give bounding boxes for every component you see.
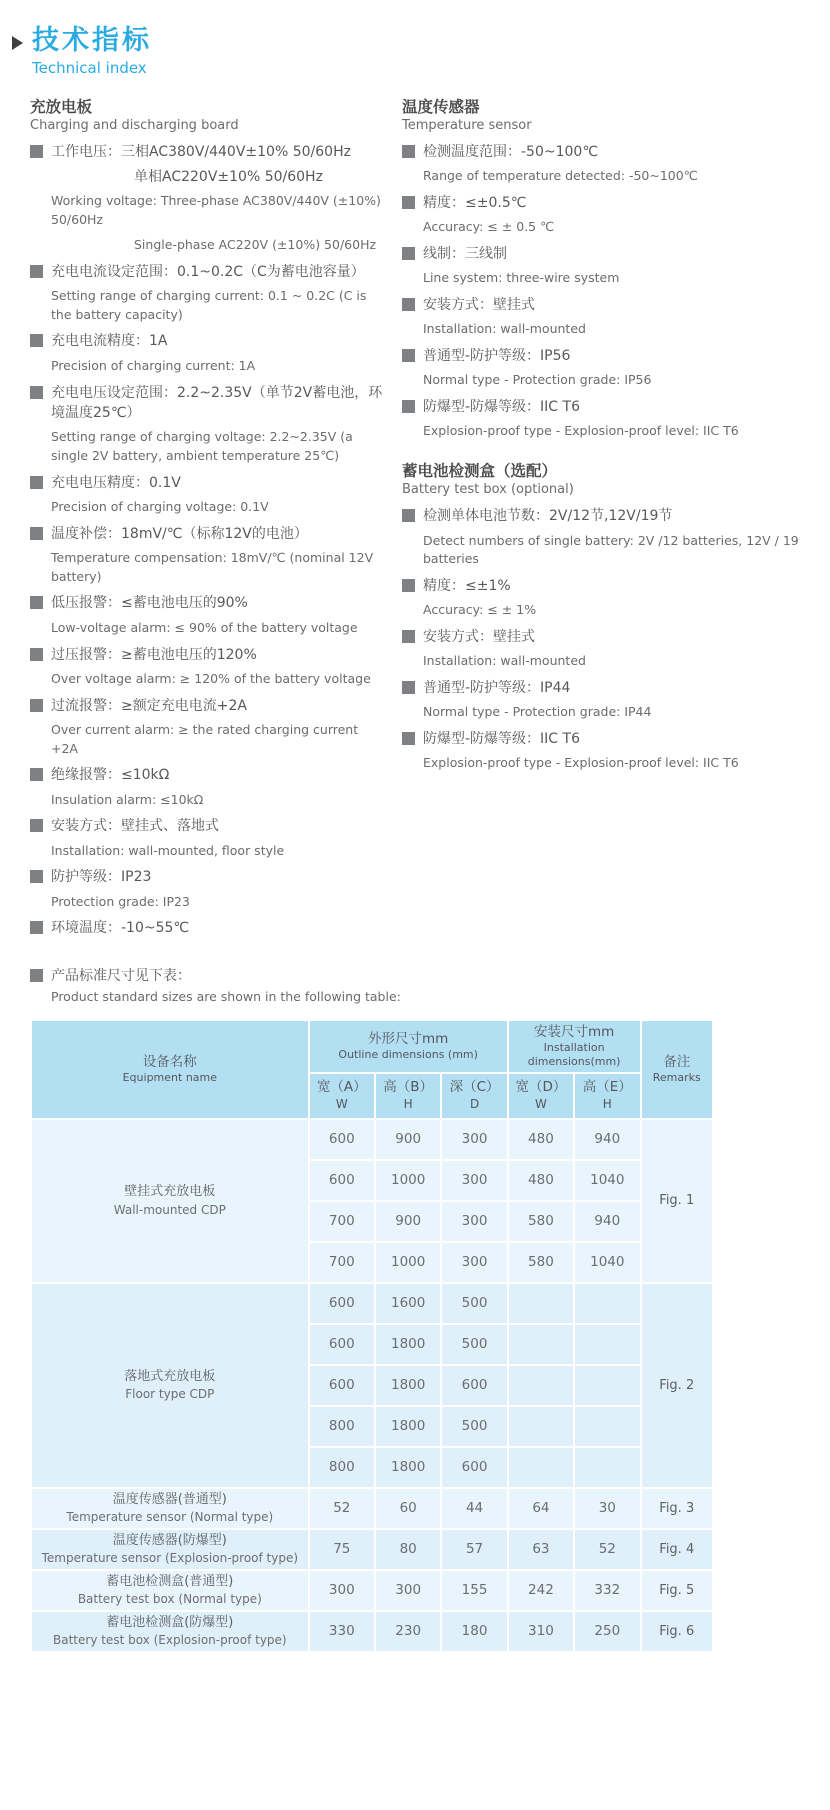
spec-line-cn <box>402 193 802 213</box>
square-bullet-icon <box>30 648 43 661</box>
dimension-cell <box>574 1365 640 1406</box>
spec-line-en: Setting range of charging current: 0.1 ~ 0.2C (C is the battery capacity) <box>51 287 367 322</box>
spec-line-cn-text: 过流报警：≥额定充电电流+2A <box>51 697 247 714</box>
spec-line-cn <box>30 167 386 187</box>
spec-line-cn-text: 防爆型-防爆等级：IIC T6 <box>423 399 580 416</box>
square-bullet-icon <box>30 596 43 609</box>
spec-line-cn-text: 充电电流精度：1A <box>51 333 168 350</box>
spec-line-cn-text: 安装方式：壁挂式 <box>423 629 535 646</box>
spec-item <box>402 576 802 620</box>
spec-line-cn-text: 安装方式：壁挂式、落地式 <box>51 818 219 835</box>
dimension-cell: 600 <box>309 1119 375 1160</box>
dimension-cell: 310 <box>508 1611 574 1652</box>
section-title: 充放电板 <box>30 97 93 116</box>
dimension-cell: 63 <box>508 1529 574 1570</box>
square-bullet-icon <box>30 870 43 883</box>
dimension-cell <box>508 1406 574 1447</box>
dimension-cell: 300 <box>309 1570 375 1611</box>
spec-line-cn <box>30 765 386 785</box>
column-subheader-en: W <box>335 1096 348 1111</box>
dimension-cell: 700 <box>309 1242 375 1283</box>
dimension-cell: 300 <box>441 1119 507 1160</box>
section-subtitle: Charging and discharging board <box>30 117 239 133</box>
spec-line-cn <box>30 816 386 836</box>
spec-line-en: Precision of charging current: 1A <box>51 357 256 373</box>
square-bullet-icon <box>402 145 415 158</box>
spec-line-cn <box>402 576 802 596</box>
spec-item <box>402 729 802 773</box>
spec-item <box>30 593 386 637</box>
spec-line-cn-text: 安装方式：壁挂式 <box>423 296 535 313</box>
dimension-cell: 52 <box>574 1529 640 1570</box>
spec-line-cn-text: 过压报警：≥蓄电池电压的120% <box>51 646 257 663</box>
dimension-cell <box>574 1406 640 1447</box>
dimension-cell: 500 <box>441 1283 507 1324</box>
dimension-cell: 57 <box>441 1529 507 1570</box>
spec-item <box>402 244 802 288</box>
spec-line-en: Protection grade: IP23 <box>51 893 190 909</box>
spec-line-cn <box>402 397 802 417</box>
dimension-cell: 1800 <box>375 1447 441 1488</box>
square-bullet-icon <box>30 969 43 982</box>
dimension-cell <box>508 1324 574 1365</box>
spec-item <box>30 262 386 325</box>
dimension-cell: 330 <box>309 1611 375 1652</box>
equipment-name-cn: 温度传感器(防爆型) <box>112 1532 227 1548</box>
dimension-cell: 600 <box>441 1365 507 1406</box>
square-bullet-icon <box>402 681 415 694</box>
table-note-cn-text: 产品标准尺寸见下表： <box>51 967 191 984</box>
spec-item <box>402 295 802 339</box>
dimension-cell: 300 <box>441 1201 507 1242</box>
dimension-cell: 300 <box>375 1570 441 1611</box>
dimension-cell: 44 <box>441 1488 507 1529</box>
remark-cell: Fig. 5 <box>641 1570 714 1611</box>
spec-line-cn <box>402 244 802 264</box>
column-subheader-cn: 深（C） <box>449 1079 500 1096</box>
column-subheader-cn: 高（E） <box>582 1079 632 1096</box>
column-subheader <box>574 1073 640 1119</box>
square-bullet-icon <box>30 819 43 832</box>
dimension-cell <box>574 1283 640 1324</box>
column-subheader-en: W <box>535 1096 547 1111</box>
dimension-cell <box>508 1283 574 1324</box>
dimension-cell: 332 <box>574 1570 640 1611</box>
spec-line-cn <box>30 918 386 938</box>
equipment-name-en: Battery test box (Explosion-proof type) <box>53 1633 287 1648</box>
spec-line-en: Temperature compensation: 18mV/℃ (nominal 12V battery) <box>51 549 374 584</box>
column-subheader <box>309 1073 375 1119</box>
dimension-cell: 250 <box>574 1611 640 1652</box>
column-subheader-en: H <box>602 1096 612 1111</box>
spec-line-cn <box>30 593 386 613</box>
spec-item <box>30 918 386 938</box>
dimension-cell <box>574 1447 640 1488</box>
remark-cell: Fig. 2 <box>641 1283 714 1488</box>
spec-line-en: Over voltage alarm: ≥ 120% of the battery voltage <box>51 670 371 686</box>
spec-item <box>30 867 386 911</box>
spec-item <box>30 383 386 466</box>
table-row <box>31 1488 713 1529</box>
spec-line-en: Installation: wall-mounted <box>423 321 586 337</box>
spec-item <box>402 142 802 186</box>
column-subheader <box>441 1073 507 1119</box>
column-header-equipment: 设备名称 Equipment name <box>31 1020 309 1119</box>
remark-cell: Fig. 3 <box>641 1488 714 1529</box>
spec-item <box>30 816 386 860</box>
dimension-cell: 1800 <box>375 1365 441 1406</box>
square-bullet-icon <box>402 400 415 413</box>
spec-line-en: Installation: wall-mounted, floor style <box>51 842 285 858</box>
dimension-cell: 500 <box>441 1406 507 1447</box>
spec-line-cn <box>30 331 386 351</box>
column-header-remarks: 备注 Remarks <box>641 1020 714 1119</box>
right-triangle-icon <box>12 36 23 50</box>
spec-item <box>30 645 386 689</box>
equipment-name-cell <box>31 1529 309 1570</box>
dimension-cell: 900 <box>375 1201 441 1242</box>
dimension-cell: 800 <box>309 1406 375 1447</box>
spec-line-en: Explosion-proof type - Explosion-proof level: IIC T6 <box>423 755 739 771</box>
spec-item <box>30 473 386 517</box>
spec-column-left <box>30 97 386 959</box>
column-subheader-cn: 宽（D） <box>515 1079 567 1096</box>
equipment-name-en: Temperature sensor (Normal type) <box>66 1510 274 1525</box>
spec-line-en: Working voltage: Three-phase AC380V/440V (±10%) 50/60Hz <box>51 193 381 228</box>
spec-item <box>402 193 802 237</box>
page-title-block <box>32 26 152 77</box>
table-row <box>31 1529 713 1570</box>
spec-item <box>30 142 386 255</box>
spec-line-en: Over current alarm: ≥ the rated charging current +2A <box>51 721 359 756</box>
square-bullet-icon <box>402 630 415 643</box>
spec-line-cn-text: 精度：≤±1% <box>423 578 511 595</box>
square-bullet-icon <box>30 145 43 158</box>
dimension-cell: 940 <box>574 1119 640 1160</box>
table-note-en: Product standard sizes are shown in the following table: <box>51 989 401 1005</box>
table-row <box>31 1570 713 1611</box>
equipment-name-cell <box>31 1119 309 1283</box>
spec-line-cn <box>402 295 802 315</box>
square-bullet-icon <box>30 768 43 781</box>
spec-line-cn-text: 线制：三线制 <box>423 245 507 262</box>
spec-line-cn-text: 工作电压：三相AC380V/440V±10% 50/60Hz <box>51 143 351 160</box>
dimension-cell: 242 <box>508 1570 574 1611</box>
square-bullet-icon <box>402 247 415 260</box>
square-bullet-icon <box>30 386 43 399</box>
column-subheader <box>508 1073 574 1119</box>
equipment-name-en: Floor type CDP <box>125 1387 215 1402</box>
square-bullet-icon <box>30 334 43 347</box>
spec-line-en: Normal type - Protection grade: IP56 <box>423 372 652 388</box>
spec-line-en: Accuracy: ≤ ± 0.5 ℃ <box>423 219 555 235</box>
equipment-name-cn: 壁挂式充放电板 <box>124 1184 216 1200</box>
column-subheader-cn: 宽（A） <box>316 1079 367 1096</box>
dimension-cell: 30 <box>574 1488 640 1529</box>
dimension-cell: 1040 <box>574 1160 640 1201</box>
column-subheader <box>375 1073 441 1119</box>
spec-line-cn <box>30 262 386 282</box>
column-subheader-en: D <box>469 1096 480 1111</box>
dimension-cell <box>508 1447 574 1488</box>
spec-item <box>30 696 386 759</box>
remark-cell: Fig. 1 <box>641 1119 714 1283</box>
column-subheader-en: H <box>403 1096 413 1111</box>
dimension-cell: 600 <box>309 1324 375 1365</box>
dimension-cell: 75 <box>309 1529 375 1570</box>
spec-line-cn-text: 精度：≤±0.5℃ <box>423 194 527 211</box>
column-subheader-cn: 高（B） <box>383 1079 434 1096</box>
dimension-cell: 600 <box>309 1365 375 1406</box>
table-row <box>31 1283 713 1324</box>
table-row <box>31 1611 713 1652</box>
table-row <box>31 1119 713 1160</box>
dimension-cell: 64 <box>508 1488 574 1529</box>
page-header <box>12 26 802 77</box>
spec-item <box>30 524 386 587</box>
table-body <box>31 1119 713 1652</box>
page-title: 技术指标 <box>32 25 152 56</box>
spec-line-cn-text: 防护等级：IP23 <box>51 869 152 886</box>
dimension-cell: 300 <box>441 1160 507 1201</box>
remark-cell: Fig. 4 <box>641 1529 714 1570</box>
spec-item <box>30 765 386 809</box>
spec-line-cn <box>402 627 802 647</box>
square-bullet-icon <box>30 921 43 934</box>
spec-line-cn <box>30 696 386 716</box>
page-subtitle: Technical index <box>32 58 147 77</box>
spec-line-cn-text: 普通型-防护等级：IP44 <box>423 680 571 697</box>
spec-line-cn <box>30 473 386 493</box>
dimension-cell: 580 <box>508 1201 574 1242</box>
equipment-name-cell <box>31 1570 309 1611</box>
dimension-cell: 60 <box>375 1488 441 1529</box>
spec-line-en: Line system: three-wire system <box>423 270 620 286</box>
dimension-cell: 52 <box>309 1488 375 1529</box>
spec-line-cn <box>402 678 802 698</box>
table-note <box>30 966 802 1007</box>
spec-line-en: Explosion-proof type - Explosion-proof level: IIC T6 <box>423 423 739 439</box>
dimension-cell: 600 <box>309 1160 375 1201</box>
spec-line-cn <box>30 524 386 544</box>
spec-item <box>402 678 802 722</box>
table-note-cn <box>30 966 802 986</box>
equipment-name-en: Temperature sensor (Explosion-proof type) <box>41 1551 299 1566</box>
square-bullet-icon <box>30 476 43 489</box>
section-temperature-sensor <box>402 97 802 441</box>
spec-line-cn <box>402 729 802 749</box>
dimension-cell: 1040 <box>574 1242 640 1283</box>
equipment-name-cell <box>31 1611 309 1652</box>
remark-cell: Fig. 6 <box>641 1611 714 1652</box>
spec-line-cn <box>30 142 386 162</box>
dimension-cell: 580 <box>508 1242 574 1283</box>
dimension-cell: 600 <box>441 1447 507 1488</box>
equipment-name-cn: 落地式充放电板 <box>124 1368 216 1384</box>
spec-line-cn-text: 防爆型-防爆等级：IIC T6 <box>423 731 580 748</box>
spec-line-en: Detect numbers of single battery: 2V /12 batteries, 12V / 19 batteries <box>423 532 799 567</box>
dimension-cell: 230 <box>375 1611 441 1652</box>
dimension-cell: 800 <box>309 1447 375 1488</box>
table-header-group-row <box>31 1020 713 1073</box>
dimension-cell: 1600 <box>375 1283 441 1324</box>
dimension-cell: 180 <box>441 1611 507 1652</box>
dimension-cell: 480 <box>508 1119 574 1160</box>
spec-item <box>402 397 802 441</box>
spec-line-en: Accuracy: ≤ ± 1% <box>423 602 537 618</box>
spec-line-cn-text: 单相AC220V±10% 50/60Hz <box>134 169 323 186</box>
column-header-installation-dimensions: 安装尺寸mm Installation dimensions(mm) <box>508 1020 641 1073</box>
dimension-cell: 940 <box>574 1201 640 1242</box>
square-bullet-icon <box>402 196 415 209</box>
dimension-cell: 600 <box>309 1283 375 1324</box>
equipment-name-cell <box>31 1488 309 1529</box>
section-subtitle: Battery test box (optional) <box>402 482 574 498</box>
equipment-name-en: Battery test box (Normal type) <box>77 1592 262 1607</box>
standard-sizes-table <box>30 1019 714 1653</box>
spec-line-cn <box>30 645 386 665</box>
spec-line-cn <box>30 867 386 887</box>
square-bullet-icon <box>30 699 43 712</box>
section-charging-board <box>30 97 386 939</box>
dimension-cell: 480 <box>508 1160 574 1201</box>
spec-line-cn-text: 环境温度：-10~55℃ <box>51 920 190 937</box>
dimension-cell: 155 <box>441 1570 507 1611</box>
spec-line-en: Insulation alarm: ≤10kΩ <box>51 791 204 807</box>
square-bullet-icon <box>402 509 415 522</box>
spec-line-en: Installation: wall-mounted <box>423 653 586 669</box>
equipment-name-en: Wall-mounted CDP <box>113 1202 226 1217</box>
spec-line-en: Precision of charging voltage: 0.1V <box>51 498 269 514</box>
dimension-cell: 900 <box>375 1119 441 1160</box>
spec-line-cn <box>30 383 386 424</box>
spec-columns <box>30 97 802 959</box>
spec-item <box>402 627 802 671</box>
spec-line-cn-text: 温度补偿：18mV/℃（标称12V的电池） <box>51 525 308 542</box>
spec-line-cn-text: 检测温度范围：-50~100℃ <box>423 143 599 160</box>
dimension-cell: 1800 <box>375 1324 441 1365</box>
section-title: 蓄电池检测盒（选配） <box>402 462 558 481</box>
spec-line-en: Range of temperature detected: -50~100℃ <box>423 168 698 184</box>
spec-line-cn-text: 检测单体电池节数：2V/12节,12V/19节 <box>423 508 673 525</box>
spec-line-en: Single-phase AC220V (±10%) 50/60Hz <box>134 236 377 252</box>
square-bullet-icon <box>30 527 43 540</box>
spec-line-cn-text: 普通型-防护等级：IP56 <box>423 348 571 365</box>
dimension-cell: 80 <box>375 1529 441 1570</box>
spec-line-en: Low-voltage alarm: ≤ 90% of the battery voltage <box>51 619 358 635</box>
column-header-outline-dimensions: 外形尺寸mm Outline dimensions (mm) <box>309 1020 508 1073</box>
section-title: 温度传感器 <box>402 97 480 116</box>
spec-line-en: Normal type - Protection grade: IP44 <box>423 704 652 720</box>
spec-item <box>402 506 802 569</box>
dimension-cell: 700 <box>309 1201 375 1242</box>
section-subtitle: Temperature sensor <box>402 117 532 133</box>
spec-line-cn-text: 充电电流设定范围：0.1~0.2C（C为蓄电池容量） <box>51 263 365 280</box>
dimension-cell: 1800 <box>375 1406 441 1447</box>
dimension-cell: 1000 <box>375 1160 441 1201</box>
spec-line-cn-text: 低压报警：≤蓄电池电压的90% <box>51 595 248 612</box>
spec-item <box>30 331 386 375</box>
spec-line-cn-text: 充电电压精度：0.1V <box>51 474 181 491</box>
spec-line-cn <box>402 346 802 366</box>
dimension-cell: 1000 <box>375 1242 441 1283</box>
dimension-cell: 500 <box>441 1324 507 1365</box>
spec-column-right <box>386 97 802 959</box>
dimension-cell <box>508 1365 574 1406</box>
dimension-cell: 300 <box>441 1242 507 1283</box>
square-bullet-icon <box>402 732 415 745</box>
square-bullet-icon <box>402 349 415 362</box>
spec-line-cn <box>402 506 802 526</box>
spec-line-en: Setting range of charging voltage: 2.2~2.35V (a single 2V battery, ambient temperature 25℃) <box>51 429 353 463</box>
equipment-name-cell <box>31 1283 309 1488</box>
square-bullet-icon <box>402 298 415 311</box>
equipment-name-cn: 蓄电池检测盒(普通型) <box>106 1573 234 1589</box>
spec-line-cn <box>402 142 802 162</box>
equipment-name-cn: 温度传感器(普通型) <box>112 1491 227 1507</box>
square-bullet-icon <box>30 265 43 278</box>
section-battery-test-box <box>402 461 802 773</box>
dimension-cell <box>574 1324 640 1365</box>
square-bullet-icon <box>402 579 415 592</box>
spec-line-cn-text: 充电电压设定范围：2.2~2.35V（单节2V蓄电池，环境温度25℃） <box>51 384 383 421</box>
equipment-name-cn: 蓄电池检测盒(防爆型) <box>106 1614 234 1630</box>
spec-item <box>402 346 802 390</box>
spec-line-cn-text: 绝缘报警：≤10kΩ <box>51 767 170 784</box>
